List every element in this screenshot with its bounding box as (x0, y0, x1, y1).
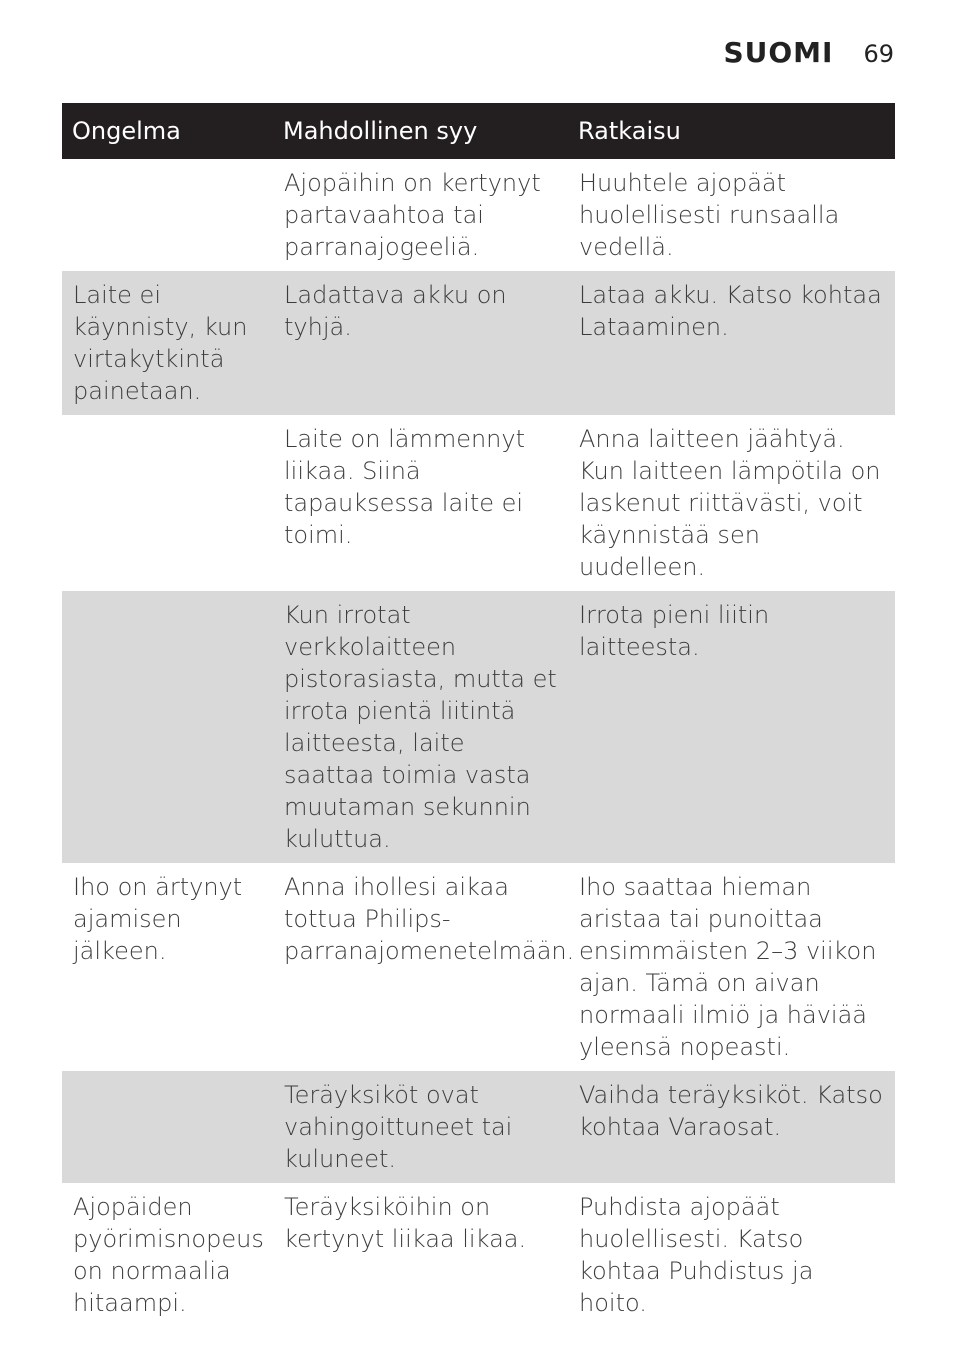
cause-cell: Anna ihollesi aikaa tottua Philips-parranajomenetelmään. (284, 873, 575, 965)
column-header-cause: Mahdollinen syy (273, 103, 568, 159)
problem-cell: Iho on ärtynyt ajamisen jälkeen. (73, 873, 243, 965)
table-row (62, 1071, 895, 1183)
troubleshooting-table (62, 103, 895, 1327)
problem-cell (62, 415, 273, 591)
cause-cell: Kun irrotat verkkolaitteen pistorasiasta, mutta et irrota pientä liitintä laitteesta, laite saattaa toimia vasta muutaman sekunnin kuluttua. (273, 591, 568, 863)
table-row (62, 159, 895, 271)
cause-cell: Ladattava akku on tyhjä. (273, 271, 568, 415)
cause-cell: Teräyksiköt ovat vahingoittuneet tai kuluneet. (273, 1071, 568, 1183)
problem-cell (62, 591, 273, 863)
problem-cell (62, 159, 273, 271)
table-row (62, 415, 895, 591)
table-header-row (62, 103, 895, 159)
table-row (62, 591, 895, 863)
solution-cell: Anna laitteen jäähtyä. Kun laitteen lämpötila on laskenut riittävästi, voit käynnistää sen uudelleen. (579, 425, 881, 581)
solution-cell: Puhdista ajopäät huolellisesti. Katso kohtaa Puhdistus ja hoito. (579, 1193, 814, 1317)
cause-cell: Ajopäihin on kertynyt partavaahtoa tai parranajogeeliä. (284, 169, 541, 261)
solution-cell: Vaihda teräyksiköt. Katso kohtaa Varaosat. (568, 1071, 895, 1183)
problem-cell: Ajopäiden pyörimisnopeus on normaalia hitaampi. (73, 1193, 264, 1317)
solution-cell: Huuhtele ajopäät huolellisesti runsaalla vedellä. (579, 169, 840, 261)
page-number: 69 (863, 40, 894, 68)
language-label: SUOMI (723, 36, 834, 69)
cause-cell: Laite on lämmennyt liikaa. Siinä tapauksessa laite ei toimi. (284, 425, 526, 549)
page-header (723, 36, 894, 69)
solution-cell: Irrota pieni liitin laitteesta. (568, 591, 895, 863)
solution-cell: Lataa akku. Katso kohtaa Lataaminen. (568, 271, 895, 415)
column-header-problem: Ongelma (62, 103, 273, 159)
problem-cell: Laite ei käynnisty, kun virtakytkintä painetaan. (62, 271, 273, 415)
table-row (62, 271, 895, 415)
column-header-solution: Ratkaisu (568, 103, 895, 159)
problem-cell (62, 1071, 273, 1183)
table-row (62, 1183, 895, 1327)
solution-cell: Iho saattaa hieman aristaa tai punoittaa ensimmäisten 2–3 viikon ajan. Tämä on aivan normaali ilmiö ja häviää yleensä nopeasti. (579, 873, 877, 1061)
cause-cell: Teräyksiköihin on kertynyt liikaa likaa. (284, 1193, 527, 1253)
table-row (62, 863, 895, 1071)
